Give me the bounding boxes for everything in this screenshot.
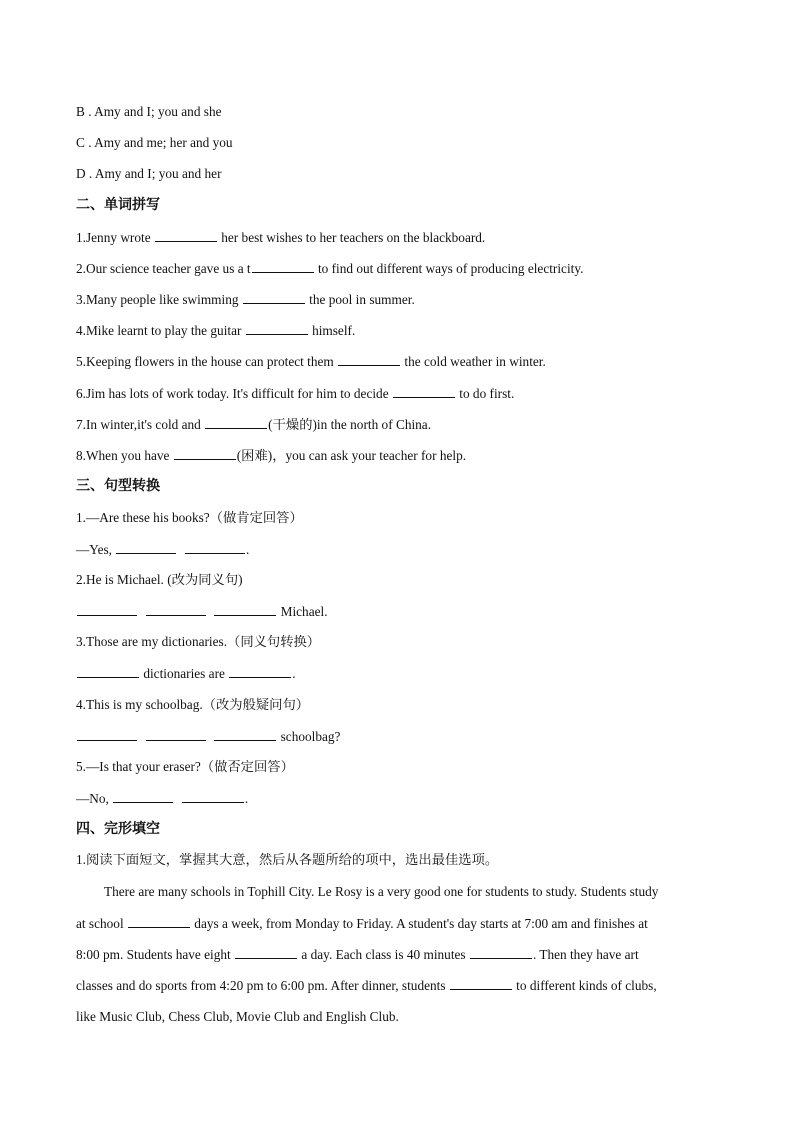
- passage-text: to different kinds of clubs,: [512, 978, 657, 993]
- answer-blank[interactable]: [77, 664, 139, 678]
- cloze-paragraph-line-1: There are many schools in Tophill City. Le Rosy is a very good one for students to study. Students study: [104, 884, 659, 899]
- question-text: to do first.: [455, 386, 515, 401]
- option-d: D . Amy and I; you and her: [76, 166, 222, 181]
- answer-text: .: [244, 791, 249, 806]
- transform-answer-4: [76, 727, 340, 746]
- question-text: 4.Mike learnt to play the guitar: [76, 323, 245, 338]
- section-heading-spelling: 二、单词拼写: [76, 197, 160, 213]
- question-text: 1.Jenny wrote: [76, 230, 154, 245]
- cloze-instruction: 1.阅读下面短文，掌握其大意，然后从各题所给的项中，选出最佳选项。: [76, 852, 499, 867]
- answer-blank[interactable]: [146, 602, 206, 616]
- answer-text: Michael.: [277, 604, 328, 619]
- answer-blank[interactable]: [113, 789, 173, 803]
- question-text: the cold weather in winter.: [401, 354, 546, 369]
- answer-blank[interactable]: [214, 602, 276, 616]
- question-text: 3.Many people like swimming: [76, 292, 242, 307]
- spelling-question-2: [76, 259, 583, 278]
- transform-question-3: 3.Those are my dictionaries.（同义句转换）: [76, 634, 321, 649]
- cloze-blank-4[interactable]: [450, 976, 512, 990]
- passage-text: 8:00 pm. Students have eight: [76, 947, 235, 962]
- spelling-question-6: [76, 384, 514, 403]
- answer-blank[interactable]: [155, 228, 217, 242]
- option-b: B . Amy and I; you and she: [76, 104, 222, 119]
- spelling-question-3: [76, 290, 415, 309]
- question-text: the pool in summer.: [305, 292, 415, 307]
- answer-blank[interactable]: [214, 727, 276, 741]
- answer-blank[interactable]: [338, 352, 400, 366]
- transform-answer-3: [76, 664, 296, 683]
- question-text: (干燥的)in the north of China.: [268, 417, 432, 432]
- question-text: 6.Jim has lots of work today. It's difficult for him to decide: [76, 386, 392, 401]
- question-text: (困难)，you can ask your teacher for help.: [236, 448, 467, 463]
- answer-text: —No,: [76, 791, 113, 806]
- question-text: 2.Our science teacher gave us a t: [76, 261, 251, 276]
- spelling-question-4: [76, 321, 355, 340]
- answer-text: —Yes,: [76, 542, 116, 557]
- answer-blank[interactable]: [185, 540, 245, 554]
- answer-blank[interactable]: [243, 290, 305, 304]
- question-text: to find out different ways of producing electricity.: [314, 261, 584, 276]
- answer-blank[interactable]: [116, 540, 176, 554]
- answer-blank[interactable]: [246, 321, 308, 335]
- answer-blank[interactable]: [205, 415, 267, 429]
- passage-text: a day. Each class is 40 minutes: [298, 947, 469, 962]
- answer-text: .: [245, 542, 250, 557]
- transform-answer-5: [76, 789, 248, 808]
- transform-answer-1: [76, 540, 249, 559]
- spelling-question-5: [76, 352, 546, 371]
- question-text: himself.: [308, 323, 356, 338]
- cloze-paragraph-line-4: [76, 976, 657, 995]
- passage-text: classes and do sports from 4:20 pm to 6:00 pm. After dinner, students: [76, 978, 449, 993]
- transform-answer-2: [76, 602, 328, 621]
- question-text: 7.In winter,it's cold and: [76, 417, 205, 432]
- answer-blank[interactable]: [77, 602, 137, 616]
- cloze-paragraph-line-2: [76, 914, 648, 933]
- question-text: her best wishes to her teachers on the blackboard.: [217, 230, 486, 245]
- spelling-question-7: [76, 415, 431, 434]
- question-text: 8.When you have: [76, 448, 173, 463]
- cloze-paragraph-line-3: [76, 945, 639, 964]
- question-text: 5.Keeping flowers in the house can protect them: [76, 354, 338, 369]
- cloze-blank-1[interactable]: [128, 914, 190, 928]
- passage-text: . Then they have art: [532, 947, 639, 962]
- option-c: C . Amy and me; her and you: [76, 135, 233, 150]
- transform-question-5: 5.—Is that your eraser?（做否定回答）: [76, 759, 294, 774]
- passage-text: at school: [76, 916, 127, 931]
- cloze-blank-2[interactable]: [235, 945, 297, 959]
- section-heading-transformation: 三、句型转换: [76, 478, 160, 494]
- answer-blank[interactable]: [174, 446, 236, 460]
- spelling-question-8: [76, 446, 466, 465]
- transform-question-1: 1.—Are these his books?（做肯定回答）: [76, 510, 303, 525]
- passage-text: days a week, from Monday to Friday. A student's day starts at 7:00 am and finishes at: [190, 916, 648, 931]
- answer-blank[interactable]: [146, 727, 206, 741]
- spelling-question-1: [76, 228, 485, 247]
- answer-text: schoolbag?: [277, 729, 341, 744]
- transform-question-4: 4.This is my schoolbag.（改为般疑问句）: [76, 697, 310, 712]
- answer-blank[interactable]: [182, 789, 244, 803]
- cloze-paragraph-line-5: like Music Club, Chess Club, Movie Club and English Club.: [76, 1009, 399, 1024]
- answer-text: dictionaries are: [140, 666, 229, 681]
- answer-blank[interactable]: [229, 664, 291, 678]
- transform-question-2: 2.He is Michael. (改为同义句): [76, 572, 243, 587]
- answer-blank[interactable]: [77, 727, 137, 741]
- answer-blank[interactable]: [252, 259, 314, 273]
- section-heading-cloze: 四、完形填空: [76, 821, 160, 837]
- cloze-blank-3[interactable]: [470, 945, 532, 959]
- answer-blank[interactable]: [393, 384, 455, 398]
- answer-text: .: [292, 666, 296, 681]
